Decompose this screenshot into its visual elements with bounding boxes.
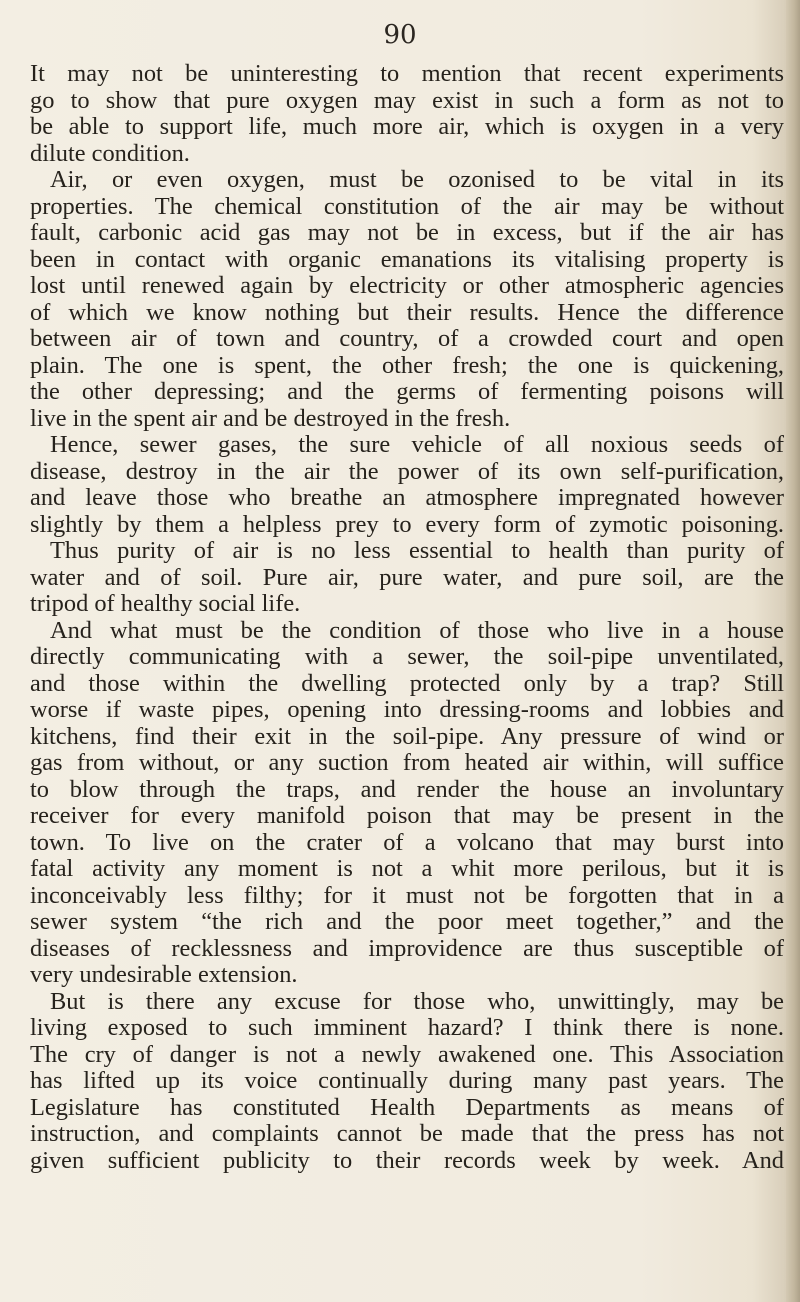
text-line: water and of soil. Pure air, pure water, and pure soil, are the bbox=[30, 563, 784, 591]
text-line: The cry of danger is not a newly awakened one. This Association bbox=[30, 1040, 784, 1068]
text-line: and those within the dwelling protected only by a trap? Still bbox=[30, 669, 784, 697]
text-line: sewer system “the rich and the poor meet together,” and the bbox=[30, 908, 784, 935]
text-line: between air of town and country, of a crowded court and open bbox=[30, 325, 784, 352]
text-line: Legislature has constituted Health Departments as means of bbox=[30, 1093, 784, 1121]
text-line: fatal activity any moment is not a whit more perilous, but it is bbox=[30, 855, 784, 882]
text-line: living exposed to such imminent hazard? I think there is none. bbox=[30, 1014, 784, 1041]
text-line: properties. The chemical constitution of the air may be without bbox=[30, 192, 784, 220]
text-line: gas from without, or any suction from heated air within, will suffice bbox=[30, 749, 784, 776]
text-line: has lifted up its voice continually during many past years. The bbox=[30, 1067, 784, 1094]
text-line: go to show that pure oxygen may exist in such a form as not to bbox=[30, 86, 784, 114]
text-line: the other depressing; and the germs of fermenting poisons will bbox=[30, 378, 784, 405]
text-line: be able to support life, much more air, which is oxygen in a very bbox=[30, 113, 784, 140]
text-line: plain. The one is spent, the other fresh; the one is quickening, bbox=[30, 351, 784, 379]
text-line: slightly by them a helpless prey to every form of zymotic poisoning. bbox=[30, 510, 784, 538]
text-line: And what must be the condition of those who live in a house bbox=[50, 616, 784, 644]
text-line: and leave those who breathe an atmosphere impregnated however bbox=[30, 484, 784, 511]
text-line: dilute condition. bbox=[30, 139, 190, 167]
text-line: instruction, and complaints cannot be made that the press has not bbox=[30, 1120, 784, 1147]
text-line: to blow through the traps, and render the house an involuntary bbox=[30, 775, 784, 803]
page-number: 90 bbox=[383, 20, 417, 50]
text-line: given sufficient publicity to their records week by week. And bbox=[30, 1146, 784, 1174]
text-line: Air, or even oxygen, must be ozonised to be vital in its bbox=[50, 166, 784, 193]
text-line: Hence, sewer gases, the sure vehicle of all noxious seeds of bbox=[50, 431, 784, 458]
text-line: Thus purity of air is no less essential to health than purity of bbox=[50, 537, 784, 564]
text-line: kitchens, find their exit in the soil-pipe. Any pressure of wind or bbox=[30, 722, 784, 750]
text-line: live in the spent air and be destroyed in the fresh. bbox=[30, 404, 511, 432]
text-line: But is there any excuse for those who, unwittingly, may be bbox=[50, 987, 784, 1015]
text-line: tripod of healthy social life. bbox=[30, 590, 301, 617]
text-line: diseases of recklessness and improvidence are thus susceptible of bbox=[30, 934, 784, 962]
text-line: lost until renewed again by electricity or other atmospheric agencies bbox=[30, 272, 784, 299]
text-line: very undesirable extension. bbox=[30, 961, 298, 988]
text-line: worse if waste pipes, opening into dressing-rooms and lobbies and bbox=[30, 696, 784, 723]
text-line: town. To live on the crater of a volcano that may burst into bbox=[30, 828, 784, 856]
page-gutter-shadow bbox=[786, 0, 800, 1302]
text-line: receiver for every manifold poison that may be present in the bbox=[30, 802, 784, 829]
text-line: It may not be uninteresting to mention that recent experiments bbox=[30, 60, 784, 87]
text-line: inconceivably less filthy; for it must not be forgotten that in a bbox=[30, 881, 784, 909]
text-line: of which we know nothing but their results. Hence the difference bbox=[30, 298, 784, 326]
text-line: disease, destroy in the air the power of its own self-purification, bbox=[30, 457, 784, 485]
text-line: fault, carbonic acid gas may not be in excess, but if the air has bbox=[30, 219, 784, 246]
text-line: been in contact with organic emanations its vitalising property is bbox=[30, 245, 784, 273]
text-line: directly communicating with a sewer, the soil-pipe unventilated, bbox=[30, 643, 784, 670]
body-text bbox=[30, 61, 784, 1174]
